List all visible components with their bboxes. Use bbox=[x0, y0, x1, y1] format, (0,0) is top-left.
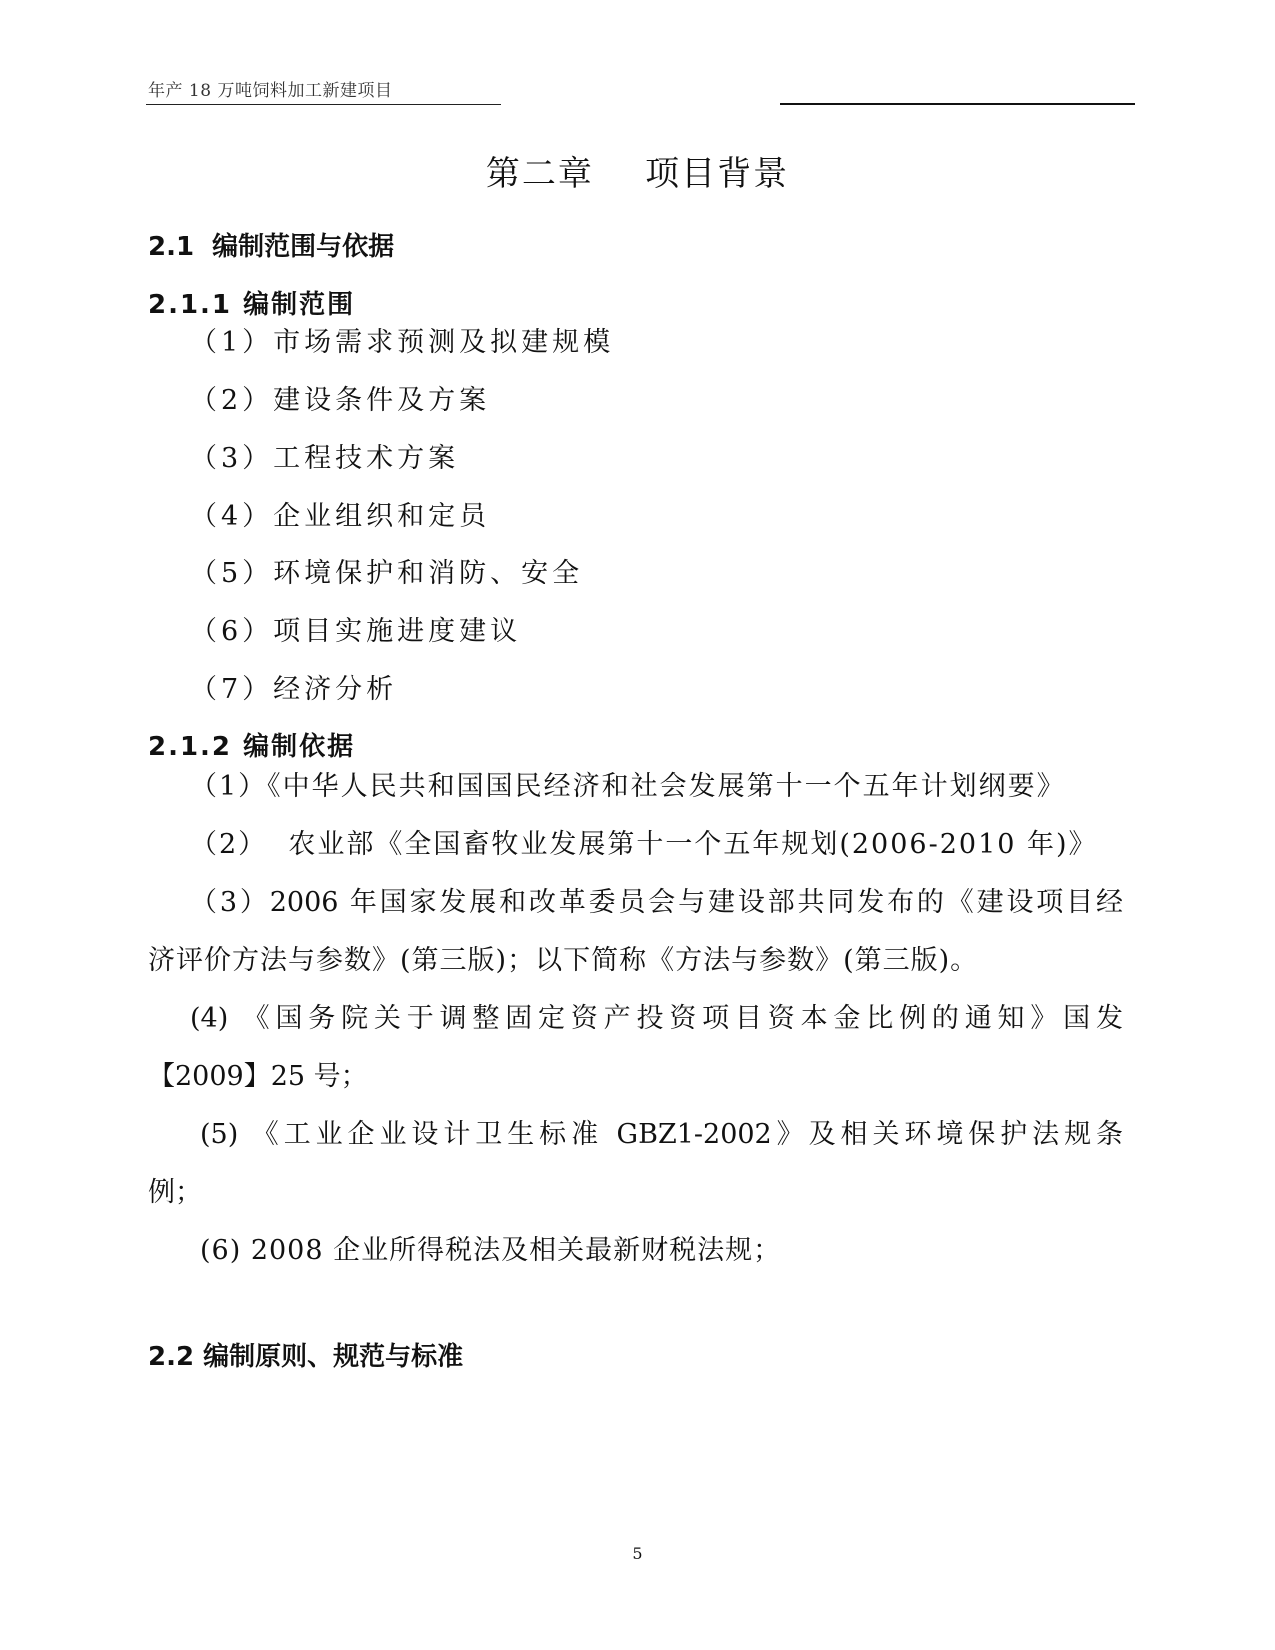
list-item: （7）经济分析 bbox=[190, 674, 398, 705]
basis-item-4-line-2: 【2009】25 号； bbox=[148, 1061, 368, 1092]
basis-item-5-line-2: 例； bbox=[148, 1177, 202, 1208]
basis-item-5-line-1: (5) 《工业企业设计卫生标准 GBZ1-2002》及相关环境保护法规条 bbox=[200, 1119, 1123, 1150]
basis-item-3-line-1: （3）2006 年国家发展和改革委员会与建设部共同发布的《建设项目经 bbox=[190, 887, 1123, 918]
chapter-title: 第二章 项目背景 bbox=[485, 154, 790, 194]
list-item: （3）工程技术方案 bbox=[190, 443, 460, 474]
basis-item-4-line-1: (4) 《国务院关于调整固定资产投资项目资本金比例的通知》国发 bbox=[190, 1003, 1123, 1034]
basis-item-1: （1）《中华人民共和国国民经济和社会发展第十一个五年计划纲要》 bbox=[190, 771, 1066, 802]
basis-item-2: （2） 农业部《全国畜牧业发展第十一个五年规划(2006-2010 年)》 bbox=[190, 829, 1098, 860]
section-heading-2-1: 2.1 编制范围与依据 bbox=[148, 232, 395, 262]
header-rule-right bbox=[780, 103, 1135, 105]
list-item: （6）项目实施进度建议 bbox=[190, 616, 522, 647]
header-rule-left bbox=[146, 104, 501, 105]
section-heading-2-2: 2.2 编制原则、规范与标准 bbox=[148, 1342, 464, 1372]
header-title: 年产 18 万吨饲料加工新建项目 bbox=[148, 81, 393, 101]
section-heading-2-1-1: 2.1.1 编制范围 bbox=[148, 290, 356, 320]
page-number: 5 bbox=[632, 1544, 643, 1563]
list-item: （5）环境保护和消防、安全 bbox=[190, 558, 584, 589]
list-item: （2）建设条件及方案 bbox=[190, 385, 491, 416]
basis-item-3-line-2: 济评价方法与参数》(第三版)；以下简称《方法与参数》(第三版)。 bbox=[148, 945, 979, 976]
list-item: （1）市场需求预测及拟建规模 bbox=[190, 327, 615, 358]
basis-item-6: (6) 2008 企业所得税法及相关最新财税法规； bbox=[200, 1235, 782, 1266]
section-heading-2-1-2: 2.1.2 编制依据 bbox=[148, 732, 356, 762]
list-item: （4）企业组织和定员 bbox=[190, 501, 491, 532]
